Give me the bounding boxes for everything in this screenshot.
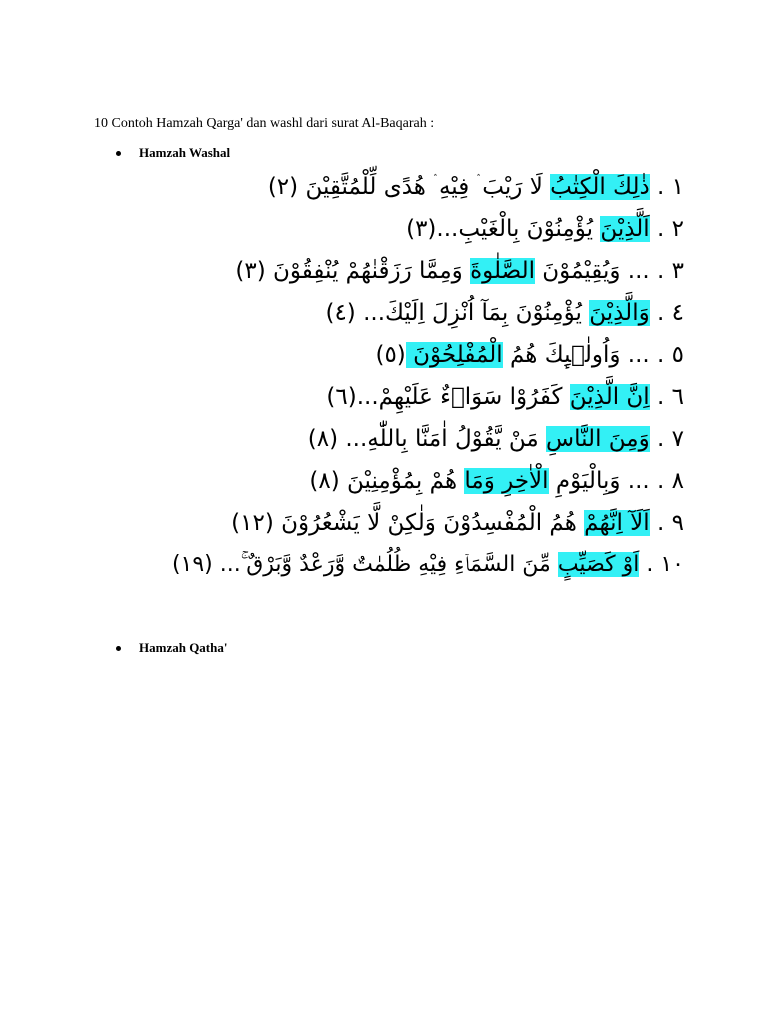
highlighted-word: اِنَّ الَّذِيْنَ: [569, 384, 650, 410]
verse-4: [84, 292, 684, 334]
highlighted-word: اَلَآ اِنَّهُمْ: [584, 510, 650, 536]
verse-number: ١٠ .: [646, 552, 684, 577]
highlighted-word: اَوْ كَصَيِّبٍ: [557, 552, 640, 577]
section-title: Hamzah Washal: [139, 145, 231, 160]
verse-number: ٧ .: [657, 426, 684, 452]
verse-3: [84, 250, 684, 292]
verse-text: وَمِمَّا رَزَقْنٰهُمْ يُنْفِقُوْنَ (٣): [235, 258, 471, 284]
highlighted-word: الصَّلٰوةَ: [470, 258, 535, 284]
verse-7: [84, 418, 684, 460]
verse-number: ١ .: [657, 174, 684, 200]
verse-text: لَا رَيْبَ ۛ فِيْهِ ۛ هُدًى لِّلْمُتَّقِيْنَ (٢): [267, 174, 551, 200]
verse-number: ٥ . ... وَاُولٰۤىِٕكَ هُمُ: [502, 342, 684, 368]
highlighted-word: الْمُفْلِحُوْنَ: [405, 342, 503, 368]
section-hamzah-washal: [116, 145, 230, 161]
verse-text: يُؤْمِنُوْنَ بِالْغَيْبِ...(٣): [406, 216, 601, 242]
verse-9: [84, 502, 684, 544]
bullet-dot-icon: [116, 646, 121, 651]
verse-number: ٨ . ... وَبِالْيَوْمِ: [548, 468, 684, 494]
verse-text: كَفَرُوْا سَوَاۤءٌ عَلَيْهِمْ...(٦): [326, 384, 570, 410]
verse-1: [84, 166, 684, 208]
highlighted-word: الْاٰخِرِ وَمَا: [464, 468, 549, 494]
bullet-dot-icon: [116, 151, 121, 156]
verse-text: (٥): [375, 342, 406, 368]
verse-number: ٢ .: [657, 216, 684, 242]
verse-2: [84, 208, 684, 250]
intro-line: 10 Contoh Hamzah Qarga' dan washl dari surat Al-Baqarah :: [94, 116, 435, 131]
highlighted-word: وَالَّذِيْنَ: [589, 300, 650, 326]
section-title: Hamzah Qatha': [139, 640, 228, 655]
verse-6: [84, 376, 684, 418]
verse-number: ٦ .: [657, 384, 684, 410]
verse-text: يُؤْمِنُوْنَ بِمَآ اُنْزِلَ اِلَيْكَ... (٤): [325, 300, 590, 326]
verse-list: [84, 166, 684, 586]
highlighted-word: وَمِنَ النَّاسِ: [546, 426, 650, 452]
highlighted-word: ذٰلِكَ الْكِتٰبُ: [550, 174, 650, 200]
section-hamzah-qatha: [116, 640, 227, 656]
verse-10: [84, 544, 684, 586]
verse-number: ٤ .: [657, 300, 684, 326]
verse-number: ٩ .: [657, 510, 684, 536]
highlighted-word: اَلَّذِيْنَ: [600, 216, 650, 242]
verse-text: مِّنَ السَّمَاۤءِ فِيْهِ ظُلُمٰتٌ وَّرَعْدٌ وَّبَرْقٌ ۚ... (١٩): [171, 552, 558, 577]
verse-8: [84, 460, 684, 502]
verse-text: هُمُ الْمُفْسِدُوْنَ وَلٰكِنْ لَّا يَشْعُرُوْنَ (١٢): [231, 510, 585, 536]
verse-number: ٣ . ... وَيُقِيْمُوْنَ: [534, 258, 684, 284]
verse-5: [84, 334, 684, 376]
verse-text: هُمْ بِمُؤْمِنِيْنَ (٨): [309, 468, 465, 494]
verse-text: مَنْ يَّقُوْلُ اٰمَنَّا بِاللّٰهِ... (٨): [307, 426, 547, 452]
